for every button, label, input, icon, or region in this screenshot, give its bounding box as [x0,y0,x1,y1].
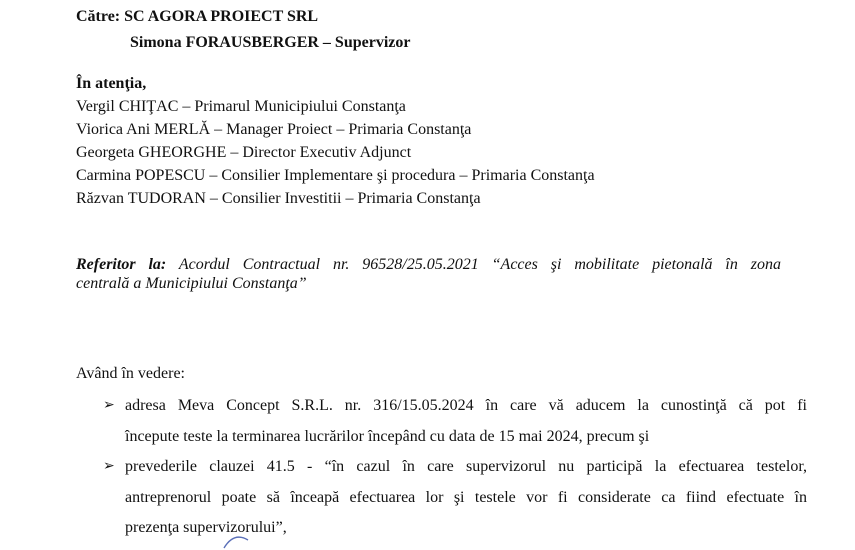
recipient-person: Simona FORAUSBERGER – Supervizor [130,34,411,51]
bullet-2-line-1 [125,457,807,477]
bullet-2-text-1: prevederile clauzei 41.5 - “în cazul în care supervizorul nu participă la efectuarea testelor, [125,458,807,475]
attention-recipient: Viorica Ani MERLĂ – Manager Proiect – Primaria Constanţa [76,121,472,138]
attention-heading: În atenţia, [76,75,147,92]
bullet-2-line-2 [125,488,807,508]
reference-line-2: centrală a Municipiului Constanţa” [76,275,307,292]
bullet-1-line-2: începute teste la terminarea lucrărilor începând cu data de 15 mai 2024, precum şi [125,428,650,445]
attention-recipient: Carmina POPESCU – Consilier Implementare şi procedura – Primaria Constanţa [76,167,595,184]
signature-stroke-icon [222,530,252,550]
bullet-2-line-3: prezenţa supervizorului”, [125,519,287,536]
attention-recipient: Vergil CHIŢAC – Primarul Municipiului Constanţa [76,98,406,115]
attention-recipient: Răzvan TUDORAN – Consilier Investitii – Primaria Constanţa [76,190,481,207]
bullet-arrow-icon: ➢ [103,459,115,474]
bullet-arrow-icon: ➢ [103,398,115,413]
bullet-1-text-1: adresa Meva Concept S.R.L. nr. 316/15.05.2024 în care vă aducem la cunostinţă că pot fi [125,397,807,414]
bullet-1-line-1 [125,396,807,416]
body-intro: Având în vedere: [76,365,185,382]
reference-line-1 [76,255,781,275]
reference-label: Referitor la: [76,256,167,273]
bullet-2-text-2: antreprenorul poate să înceapă efectuarea lor şi testele vor fi considerate ca fiind efectuate în [125,489,807,506]
recipient-company: Către: SC AGORA PROIECT SRL [76,8,319,25]
attention-recipient: Georgeta GHEORGHE – Director Executiv Adjunct [76,144,412,161]
reference-text: Acordul Contractual nr. 96528/25.05.2021 “Acces şi mobilitate pietonală în zona [178,256,782,273]
